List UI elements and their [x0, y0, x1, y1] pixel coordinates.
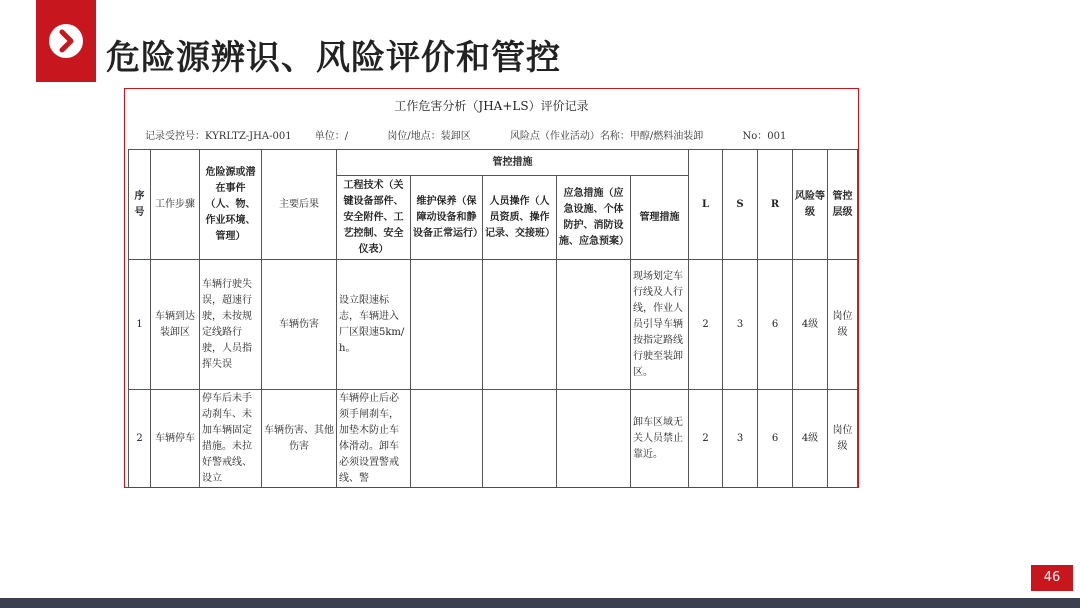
- cell-hazard: 停车后未手动刹车、未加车辆固定措施。未拉好警戒线、设立: [200, 390, 262, 489]
- table-row: [129, 390, 858, 489]
- cell-seq: 2: [129, 390, 151, 489]
- jha-table: [128, 149, 858, 488]
- risk-point-name: 风险点（作业活动）名称：甲醇/燃料油装卸: [509, 131, 704, 142]
- cell-consequence: 车辆伤害: [262, 260, 337, 390]
- cell-S: 3: [723, 260, 758, 390]
- document-title: 工作危害分析（JHA+LS）评价记录: [394, 99, 589, 113]
- header-maintenance: 维护保养（保障动设备和静设备正常运行）: [411, 176, 483, 260]
- slide-title: 危险源辨识、风险评价和管控: [106, 38, 561, 78]
- cell-risk-level: 4级: [793, 260, 828, 390]
- header-R: R: [758, 150, 793, 260]
- cell-step: 车辆到达装卸区: [151, 260, 200, 390]
- cell-maintenance: [411, 260, 483, 390]
- title-accent-block: [36, 0, 96, 82]
- header-seq: 序号: [129, 150, 151, 260]
- cell-personnel: [483, 260, 557, 390]
- header-control-level: 管控层级: [828, 150, 858, 260]
- document-number: No：001: [742, 131, 787, 142]
- bottom-bar: [0, 598, 1080, 608]
- cell-consequence: 车辆伤害、其他伤害: [262, 390, 337, 489]
- cell-step: 车辆停车: [151, 390, 200, 489]
- cell-risk-level: 4级: [793, 390, 828, 489]
- cell-seq: 1: [129, 260, 151, 390]
- cell-hazard: 车辆行驶失误，超速行驶，未按规定线路行驶，人员指挥失误: [200, 260, 262, 390]
- header-step: 工作步骤: [151, 150, 200, 260]
- document-image-frame: [124, 88, 859, 488]
- cell-emergency: [557, 390, 631, 489]
- cell-L: 2: [689, 390, 723, 489]
- cell-engineering: 车辆停止后必须手闸刹车，加垫木防止车体滑动。卸车必须设置警戒线、警: [337, 390, 411, 489]
- cell-L: 2: [689, 260, 723, 390]
- record-no: 记录受控号：KYRLTZ-JHA-001: [145, 131, 292, 142]
- header-management: 管理措施: [631, 176, 689, 260]
- cell-control-level: 岗位级: [828, 390, 858, 489]
- cell-management: 现场划定车行线及人行线，作业人员引导车辆按指定路线行驶至装卸区。: [631, 260, 689, 390]
- cell-maintenance: [411, 390, 483, 489]
- unit: 单位：/: [314, 131, 349, 142]
- chevron-right-icon: [49, 24, 83, 58]
- record-info-line: [145, 127, 786, 142]
- header-consequence: 主要后果: [262, 150, 337, 260]
- header-L: L: [689, 150, 723, 260]
- cell-management: 卸车区域无关人员禁止靠近。: [631, 390, 689, 489]
- cell-control-level: 岗位级: [828, 260, 858, 390]
- header-emergency: 应急措施（应急设施、个体防护、消防设施、应急预案）: [557, 176, 631, 260]
- header-S: S: [723, 150, 758, 260]
- position-location: 岗位/地点：装卸区: [387, 131, 471, 142]
- cell-emergency: [557, 260, 631, 390]
- header-personnel: 人员操作（人员资质、操作记录、交接班）: [483, 176, 557, 260]
- header-control-group: 管控措施: [337, 150, 689, 176]
- cell-R: 6: [758, 260, 793, 390]
- header-hazard: 危险源或潜在事件（人、物、作业环境、管理）: [200, 150, 262, 260]
- cell-engineering: 设立限速标志，车辆进入厂区限速5km/h。: [337, 260, 411, 390]
- cell-S: 3: [723, 390, 758, 489]
- cell-R: 6: [758, 390, 793, 489]
- page-number-badge: 46: [1031, 565, 1073, 591]
- header-engineering: 工程技术（关键设备部件、安全附件、工艺控制、安全仪表）: [337, 176, 411, 260]
- table-row: [129, 260, 858, 390]
- header-risk-level: 风险等级: [793, 150, 828, 260]
- cell-personnel: [483, 390, 557, 489]
